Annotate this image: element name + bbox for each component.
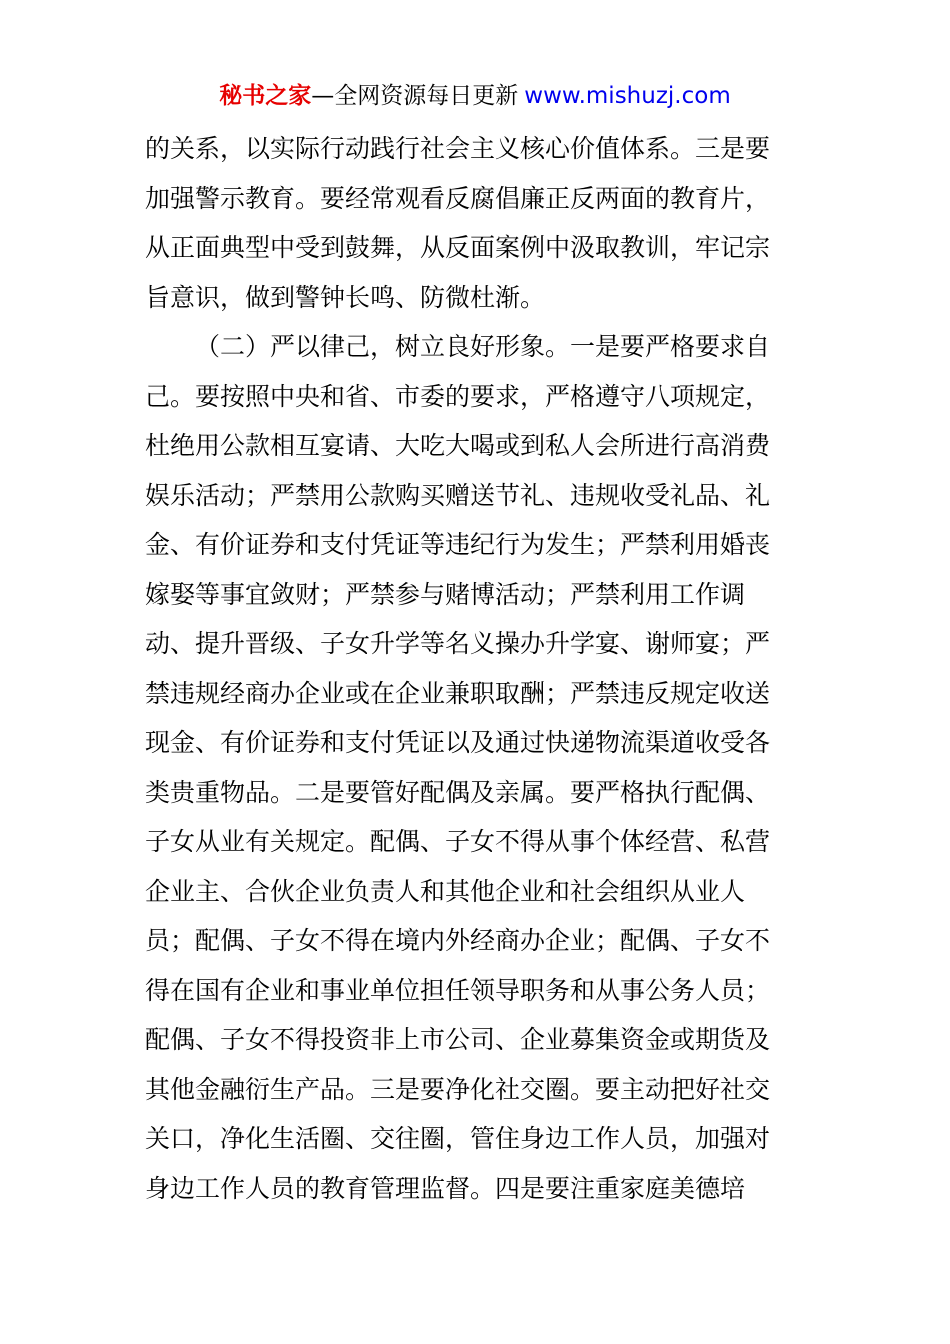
text-line: 娱乐活动；严禁用公款购买赠送节礼、违规收受礼品、礼 [145,480,771,510]
text-line: 动、提升晋级、子女升学等名义操办升学宴、谢师宴；严 [145,629,771,658]
site-url-link[interactable]: www.mishuzj.com [524,83,731,109]
text-line: 现金、有价证券和支付凭证以及通过快递物流渠道收受各 [145,728,771,757]
text-line: 配偶、子女不得投资非上市公司、企业募集资金或期货及 [145,1025,771,1054]
text-line: 从正面典型中受到鼓舞，从反面案例中汲取教训，牢记宗 [145,233,771,262]
text-line: 金、有价证券和支付凭证等违纪行为发生；严禁利用婚丧 [145,530,771,559]
text-line: 身边工作人员的教育管理监督。四是要注重家庭美德培 [145,1173,746,1203]
header-tagline: —全网资源每日更新 [311,83,519,109]
text-line: 关口，净化生活圈、交往圈，管住身边工作人员，加强对 [145,1124,771,1153]
text-line: 子女从业有关规定。配偶、子女不得从事个体经营、私营 [145,827,771,856]
brand-name: 秘书之家 [219,83,312,109]
text-line: 类贵重物品。二是要管好配偶及亲属。要严格执行配偶、 [145,777,771,807]
text-line: 己。要按照中央和省、市委的要求，严格遵守八项规定， [145,381,771,411]
text-line: 企业主、合伙企业负责人和其他企业和社会组织从业人 [145,876,746,906]
text-line: 的关系，以实际行动践行社会主义核心价值体系。三是要 [145,134,771,163]
text-line: 其他金融衍生产品。三是要净化社交圈。要主动把好社交 [145,1074,771,1104]
text-line: 得在国有企业和事业单位担任领导职务和从事公务人员； [145,975,771,1005]
text-line: 员；配偶、子女不得在境内外经商办企业；配偶、子女不 [145,926,771,955]
text-line: 嫁娶等事宜敛财；严禁参与赌博活动；严禁利用工作调 [145,579,746,609]
text-line: 杜绝用公款相互宴请、大吃大喝或到私人会所进行高消费 [145,431,771,460]
text-line: 加强警示教育。要经常观看反腐倡廉正反两面的教育片， [145,183,771,213]
page-header [0,80,950,112]
section-heading-line: （二）严以律己，树立良好形象。一是要严格要求自 [195,332,771,361]
text-line: 禁违规经商办企业或在企业兼职取酬；严禁违反规定收送 [145,678,771,708]
document-body [145,124,810,1213]
text-line: 旨意识，做到警钟长鸣、防微杜渐。 [145,282,546,312]
